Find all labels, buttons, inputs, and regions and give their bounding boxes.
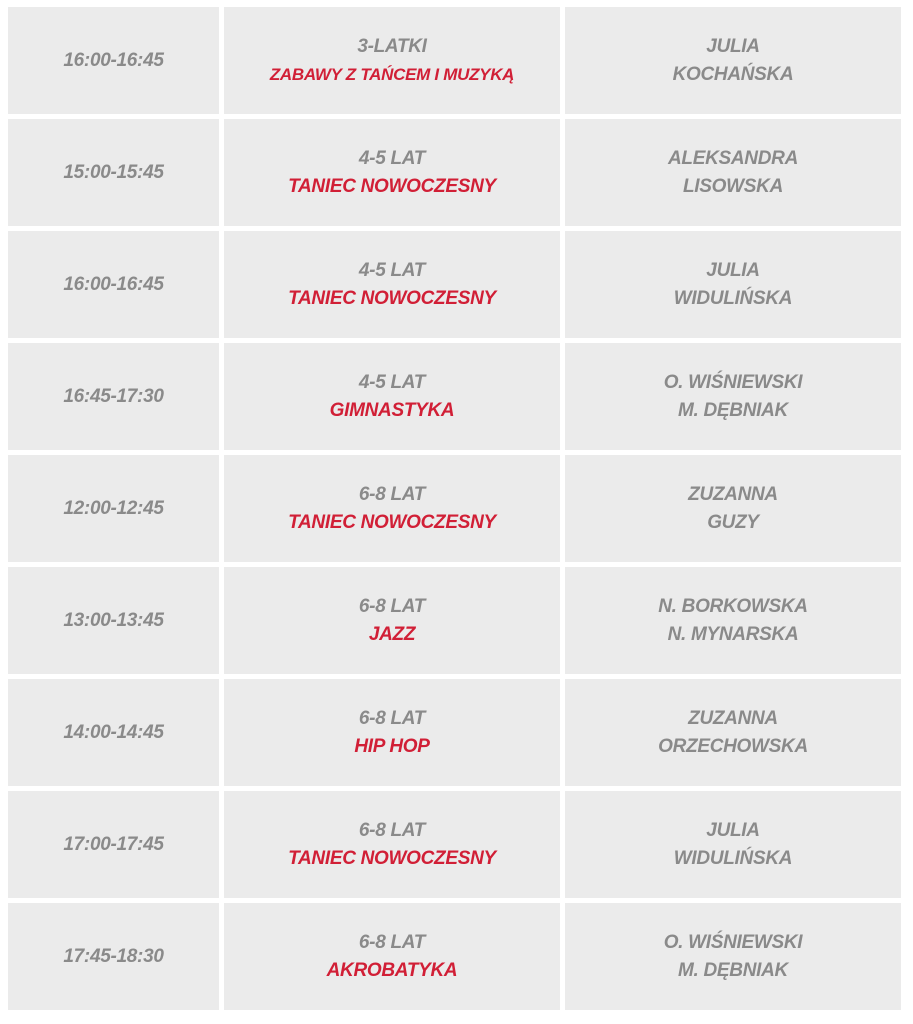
age-group: 3-LATKI [357,35,427,57]
class-cell [224,343,560,450]
time-cell [8,903,219,1010]
time-text: 13:00-13:45 [63,609,164,631]
time-text: 16:00-16:45 [63,49,164,71]
table-row [8,903,906,1010]
table-row [8,679,906,786]
teacher-cell [565,7,901,114]
teacher-line-2: GUZY [707,511,759,533]
age-group: 6-8 LAT [358,819,426,841]
table-row [8,567,906,674]
class-cell [224,679,560,786]
age-group: 6-8 LAT [358,707,426,729]
class-cell [224,7,560,114]
teacher-line-2: KOCHAŃSKA [672,63,794,85]
age-group: 4-5 LAT [358,147,426,169]
time-text: 14:00-14:45 [63,721,164,743]
time-cell [8,791,219,898]
time-cell [8,455,219,562]
table-row [8,231,906,338]
class-name: AKROBATYKA [326,959,458,981]
age-group: 6-8 LAT [358,483,426,505]
teacher-line-1: O. WIŚNIEWSKI [663,931,803,953]
time-cell [8,7,219,114]
teacher-cell [565,231,901,338]
teacher-line-1: JULIA [706,35,760,57]
teacher-line-1: O. WIŚNIEWSKI [663,371,803,393]
time-cell [8,567,219,674]
teacher-cell [565,455,901,562]
teacher-line-1: JULIA [706,819,760,841]
class-cell [224,455,560,562]
class-name: GIMNASTYKA [329,399,455,421]
schedule-table [8,7,906,1010]
age-group: 6-8 LAT [358,595,426,617]
class-name: TANIEC NOWOCZESNY [288,287,496,309]
class-name: JAZZ [368,623,416,645]
teacher-cell [565,567,901,674]
teacher-line-2: M. DĘBNIAK [678,399,788,421]
teacher-line-1: ZUZANNA [688,483,778,505]
time-cell [8,679,219,786]
class-cell [224,791,560,898]
table-row [8,791,906,898]
teacher-line-1: JULIA [706,259,760,281]
time-cell [8,231,219,338]
table-row [8,7,906,114]
time-text: 16:45-17:30 [63,385,164,407]
teacher-line-2: WIDULIŃSKA [673,847,793,869]
time-text: 17:45-18:30 [63,945,164,967]
table-row [8,119,906,226]
age-group: 4-5 LAT [358,259,426,281]
teacher-line-2: M. DĘBNIAK [678,959,788,981]
age-group: 4-5 LAT [358,371,426,393]
teacher-line-2: LISOWSKA [683,175,783,197]
teacher-line-1: ZUZANNA [688,707,778,729]
teacher-cell [565,791,901,898]
teacher-cell [565,343,901,450]
age-group: 6-8 LAT [358,931,426,953]
time-text: 15:00-15:45 [63,161,164,183]
teacher-cell [565,119,901,226]
teacher-line-2: ORZECHOWSKA [658,735,808,757]
class-name: HIP HOP [354,735,430,757]
class-cell [224,231,560,338]
class-cell [224,903,560,1010]
table-row [8,455,906,562]
class-cell [224,119,560,226]
teacher-line-2: N. MYNARSKA [667,623,799,645]
teacher-line-2: WIDULIŃSKA [673,287,793,309]
class-name: TANIEC NOWOCZESNY [288,847,496,869]
class-name: TANIEC NOWOCZESNY [288,511,496,533]
teacher-line-1: N. BORKOWSKA [658,595,808,617]
time-cell [8,119,219,226]
time-cell [8,343,219,450]
class-name: ZABAWY Z TAŃCEM I MUZYKĄ [269,64,515,84]
time-text: 16:00-16:45 [63,273,164,295]
teacher-cell [565,679,901,786]
table-row [8,343,906,450]
class-cell [224,567,560,674]
class-name: TANIEC NOWOCZESNY [288,175,496,197]
teacher-line-1: ALEKSANDRA [667,147,798,169]
teacher-cell [565,903,901,1010]
time-text: 17:00-17:45 [63,833,164,855]
time-text: 12:00-12:45 [63,497,164,519]
